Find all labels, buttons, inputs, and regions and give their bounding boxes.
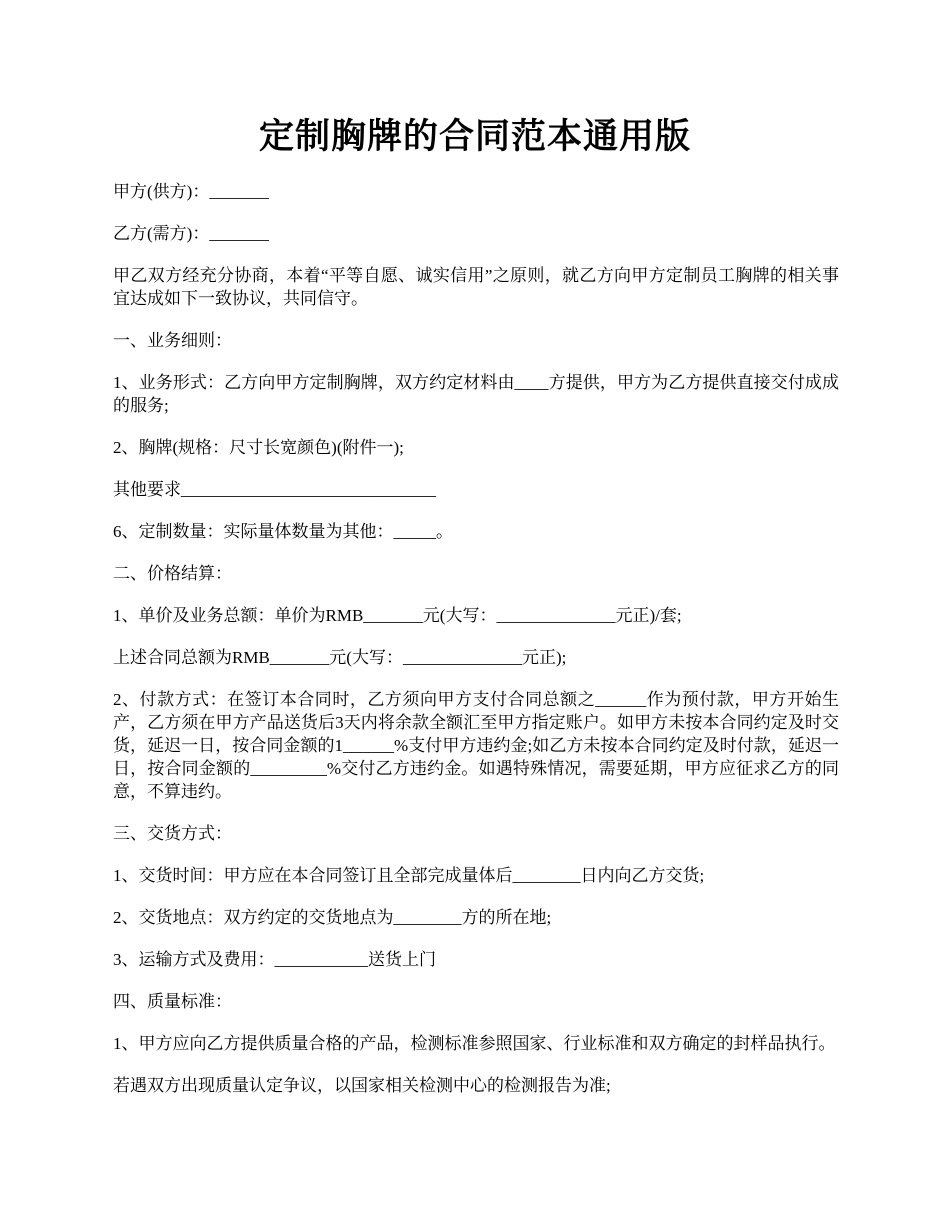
- document-title: 定制胸牌的合同范本通用版: [258, 117, 691, 156]
- clause-payment-method: 2、付款方式：在签订本合同时，乙方须向甲方支付合同总额之______作为预付款，甲方开始生产，乙方须在甲方产品送货后3天内将余款全额汇至甲方指定账户。如甲方未按本合同约定及时交货，延迟一日，按合同金额的1______%支付甲方违约金;如乙方未按本合同约定及时付款，延迟一日，按合同金额的_________%交付乙方违约金。如遇特殊情况，需要延期，甲方应征求乙方的同意，不算违约。: [113, 690, 839, 801]
- document-body: [113, 180, 839, 1116]
- section-heading-price: 二、价格结算：: [113, 564, 232, 583]
- clause-business-form: 1、业务形式：乙方向甲方定制胸牌，双方约定材料由____方提供，甲方为乙方提供直接交付成成的服务;: [113, 373, 839, 415]
- section-heading-business: 一、业务细则：: [113, 331, 232, 350]
- clause-total-amount: 上述合同总额为RMB_______元(大写：______________元正);: [113, 648, 567, 667]
- section-heading-quality: 四、质量标准：: [113, 992, 232, 1011]
- party-a-line: 甲方(供方)：_______: [113, 182, 269, 201]
- party-b-line: 乙方(需方)：_______: [113, 224, 269, 243]
- clause-delivery-time: 1、交货时间：甲方应在本合同签订且全部完成量体后________日内向乙方交货;: [113, 866, 705, 885]
- clause-quantity: 6、定制数量：实际量体数量为其他：_____。: [113, 522, 453, 541]
- clause-quality-standard: 1、甲方应向乙方提供质量合格的产品，检测标准参照国家、行业标准和双方确定的封样品执行。: [113, 1034, 836, 1053]
- clause-badge-spec: 2、胸牌(规格：尺寸长宽颜色)(附件一);: [113, 438, 404, 457]
- clause-unit-price: 1、单价及业务总额：单价为RMB_______元(大写：______________元正)/套;: [113, 606, 682, 625]
- clause-delivery-place: 2、交货地点：双方约定的交货地点为________方的所在地;: [113, 908, 552, 927]
- clause-other-requirements: 其他要求______________________________: [113, 480, 436, 499]
- section-heading-delivery: 三、交货方式：: [113, 824, 232, 843]
- preamble-paragraph: 甲乙双方经充分协商，本着“平等自愿、诚实信用”之原则，就乙方向甲方定制员工胸牌的相关事宜达成如下一致协议，共同信守。: [113, 266, 839, 308]
- clause-shipping: 3、运输方式及费用：___________送货上门: [113, 950, 436, 969]
- clause-quality-dispute: 若遇双方出现质量认定争议，以国家相关检测中心的检测报告为准;: [113, 1076, 611, 1095]
